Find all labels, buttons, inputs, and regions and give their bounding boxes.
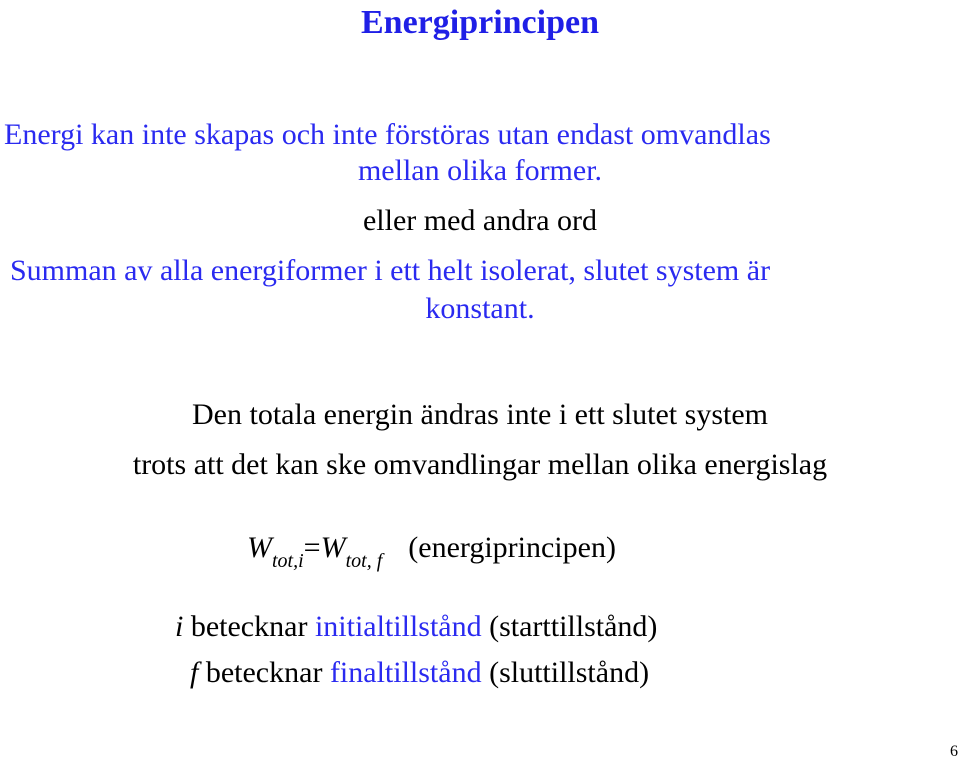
page-number: 6 [950,743,958,760]
definition-verb: betecknar [190,610,308,643]
explanation-line-2: trots att det kan ske omvandlingar mellan olika energislag [132,448,828,481]
energy-formula [247,528,616,571]
definition-variable: f [190,656,199,689]
statement-line-1: Energi kan inte skapas och inte förstöras utan endast omvandlas [4,118,771,151]
definition-term: finaltillstånd [329,656,482,689]
definition-variable: i [175,610,184,643]
formula-rhs-symbol: W [320,531,346,564]
formula-name: (energiprincipen) [408,531,616,564]
definition-initial [175,610,657,644]
definition-verb: betecknar [205,656,323,689]
formula-rhs-subscript: tot, f [345,550,383,572]
statement-line-4: konstant. [425,292,535,325]
definition-note: (starttillstånd) [489,610,658,643]
statement-line-3: Summan av alla energiformer i ett helt isolerat, slutet system är [10,254,771,287]
page-title: Energiprincipen [360,4,600,41]
definition-term: initialtillstånd [314,610,482,643]
explanation-line-1: Den totala energin ändras inte i ett slutet system [192,398,768,431]
formula-equals: = [303,531,321,564]
connector-text: eller med andra ord [362,204,598,237]
statement-line-2: mellan olika former. [357,154,603,187]
definition-note: (sluttillstånd) [489,656,650,689]
formula-lhs-symbol: W [247,531,272,564]
formula-lhs-subscript: tot,i [272,550,304,572]
definition-final [190,656,649,690]
